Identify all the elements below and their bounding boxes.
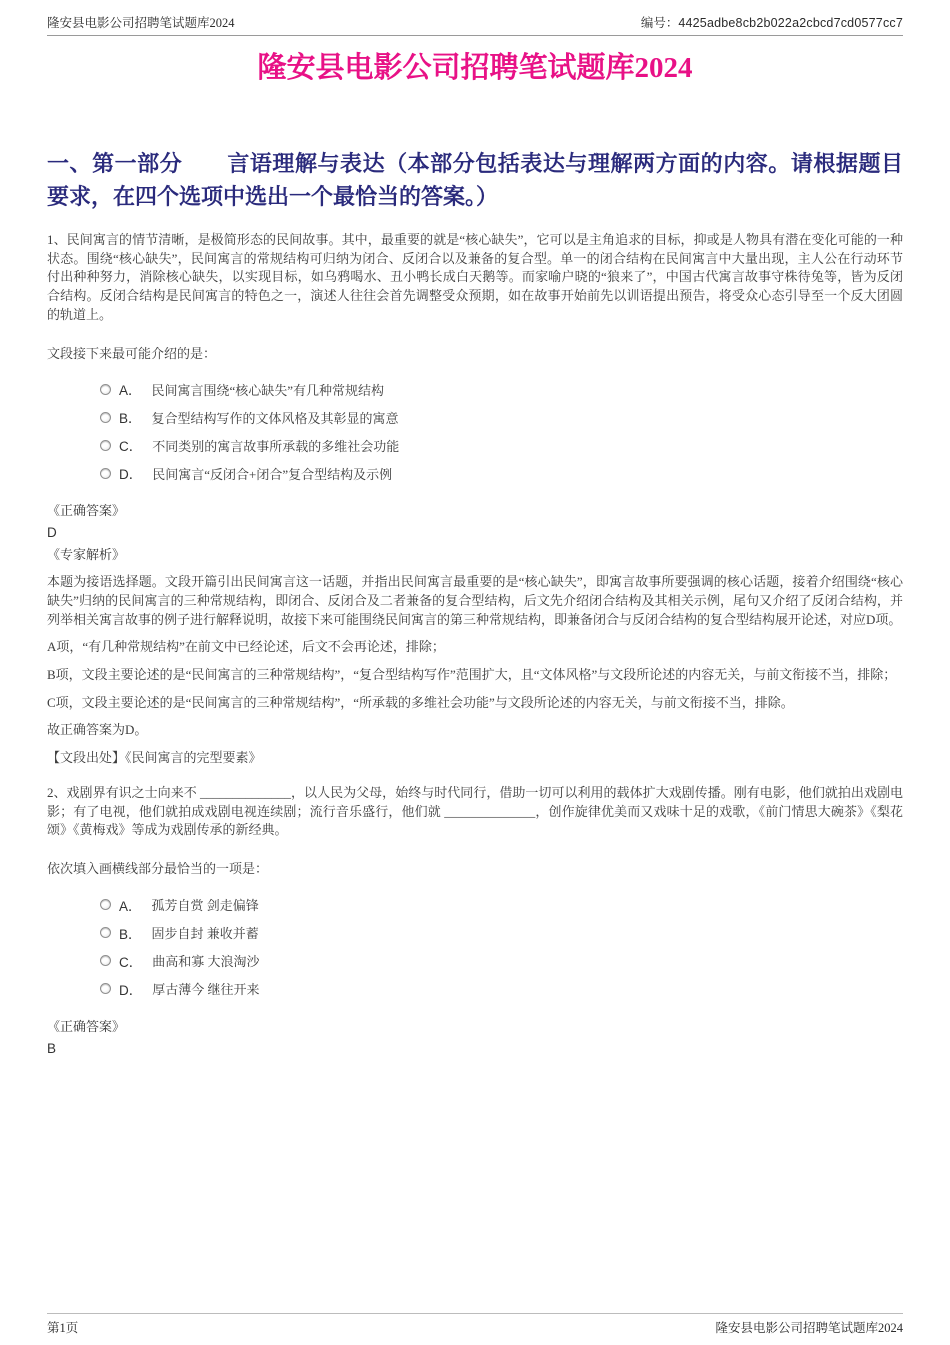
option-letter: D． (119, 982, 143, 998)
header-doc-title: 隆安县电影公司招聘笔试题库2024 (47, 16, 235, 30)
question-1-analysis-main: 本题为接语选择题。文段开篇引出民间寓言这一话题，并指出民间寓言最重要的是“核心缺失”，即寓言故事所要强调的核心话题，接着介绍围绕“核心缺失”归纳的民间寓言的三种常规结构，即闭合、反闭合及二者兼备的复合型结构，后文先介绍闭合结构及其相关示例，尾句又介绍了反闭合结构，并列举相关寓言故事的例子进行解释说明，故接下来可能围绕民间寓言的第三种常规结构，即兼备闭合与反闭合结构的复合型结构展开论述，对应D项。 (47, 574, 903, 627)
option-letter: C． (119, 954, 143, 970)
radio-button-icon[interactable] (100, 955, 111, 966)
question-1-analysis-option-a: A项，“有几种常规结构”在前文中已经论述，后文不会再论述，排除； (47, 639, 445, 655)
option-text: 不同类别的寓言故事所承载的多维社会功能 (152, 438, 400, 454)
header-number-value: 4425adbe8cb2b022a2cbcd7cd0577cc7 (678, 16, 903, 30)
option-text: 孤芳自赏 剑走偏锋 (151, 898, 259, 914)
question-2 (47, 784, 903, 1058)
option-letter: B． (119, 411, 142, 427)
option-letter: D． (119, 467, 143, 483)
question-1-option-c[interactable] (100, 431, 903, 459)
question-1-option-d[interactable] (100, 459, 903, 487)
question-1-analysis-option-b: B项，文段主要论述的是“民间寓言的三种常规结构”，“复合型结构写作”范围扩大，且“文体风格”与文段所论述的内容无关，与前文衔接不当，排除； (47, 667, 897, 683)
question-1-option-a[interactable] (100, 375, 903, 403)
question-2-option-a[interactable] (100, 891, 903, 919)
document-title: 隆安县电影公司招聘笔试题库2024 (257, 52, 693, 84)
question-1-answer-value: D (47, 525, 57, 541)
question-2-stem: 依次填入画横线部分最恰当的一项是： (47, 860, 269, 876)
question-1-analysis-option-c: C项，文段主要论述的是“民间寓言的三种常规结构”，“所承载的多维社会功能”与文段所论述的内容无关，与前文衔接不当，排除。 (47, 694, 794, 710)
option-text: 厚古薄今 继往开来 (152, 982, 260, 998)
option-letter: B． (119, 926, 142, 942)
option-text: 民间寓言“反闭合+闭合”复合型结构及示例 (152, 466, 393, 482)
radio-button-icon[interactable] (100, 899, 111, 910)
option-text: 曲高和寡 大浪淘沙 (152, 954, 260, 970)
question-1-option-b[interactable] (100, 403, 903, 431)
option-letter: C． (119, 439, 143, 455)
question-1-source: 【文段出处】《民间寓言的完型要素》 (47, 750, 262, 766)
question-2-options (47, 891, 903, 1003)
page-header (47, 0, 903, 36)
question-2-option-c[interactable] (100, 947, 903, 975)
radio-button-icon[interactable] (100, 412, 111, 423)
question-1-analysis-label: 《专家解析》 (47, 547, 126, 563)
question-1-analysis-conclusion: 故正确答案为D。 (47, 722, 148, 738)
header-number-label: 编号： (640, 16, 679, 30)
question-1 (47, 231, 903, 768)
question-1-answer-label: 《正确答案》 (47, 503, 126, 519)
question-2-answer-value: B (47, 1040, 57, 1056)
question-1-body: 1、民间寓言的情节清晰，是极简形态的民间故事。其中，最重要的就是“核心缺失”，它可以是主角追求的目标，抑或是人物具有潜在变化可能的一种状态。围绕“核心缺失”，民间寓言的常规结构可归纳为闭合、反闭合以及兼备的复合型。单一的闭合结构在民间寓言中大量出现，主人公在行动环节付出种种努力，消除核心缺失，以实现目标，如乌鸦喝水、丑小鸭长成白天鹅等。而家喻户晓的“狼来了”，中国古代寓言故事守株待兔等，皆为反闭合结构。反闭合结构是民间寓言的特色之一，演述人往往会首先调整受众预期，如在故事开始前先以训语提出预告，将受众心态引导至一个反大团圆的轨道上。 (47, 232, 903, 322)
question-2-option-b[interactable] (100, 919, 903, 947)
option-letter: A． (119, 898, 142, 914)
option-text: 复合型结构写作的文体风格及其彰显的寓意 (151, 410, 399, 426)
radio-button-icon[interactable] (100, 384, 111, 395)
question-2-body: 2、戏剧界有识之士向来不 ______________，以人民为父母，始终与时代同行，借助一切可以利用的载体扩大戏剧传播。刚有电影，他们就拍出戏剧电影；有了电视，他们就拍成戏剧电视连续剧；流行音乐盛行，他们就 ______________，创作旋律优美而又戏味十足的戏歌，《前门情思大碗茶》《梨花颂》《黄梅戏》等成为戏剧传承的新经典。 (47, 784, 903, 838)
radio-button-icon[interactable] (100, 468, 111, 479)
question-2-option-d[interactable] (100, 975, 903, 1003)
option-text: 民间寓言围绕“核心缺失”有几种常规结构 (151, 382, 385, 398)
question-1-options (47, 375, 903, 487)
section-heading: 一、第一部分 言语理解与表达（本部分包括表达与理解两方面的内容。请根据题目要求，在四个选项中选出一个最恰当的答案。） (47, 151, 903, 209)
page-footer (47, 1313, 903, 1336)
radio-button-icon[interactable] (100, 927, 111, 938)
header-doc-number (641, 13, 903, 31)
radio-button-icon[interactable] (100, 440, 111, 451)
question-1-stem: 文段接下来最可能介绍的是： (47, 345, 217, 361)
option-letter: A． (119, 383, 142, 399)
question-2-answer-label: 《正确答案》 (47, 1018, 126, 1034)
footer-page-number: 第1页 (47, 1321, 79, 1335)
radio-button-icon[interactable] (100, 983, 111, 994)
option-text: 固步自封 兼收并蓄 (151, 926, 259, 942)
footer-doc-title: 隆安县电影公司招聘笔试题库2024 (715, 1321, 903, 1335)
